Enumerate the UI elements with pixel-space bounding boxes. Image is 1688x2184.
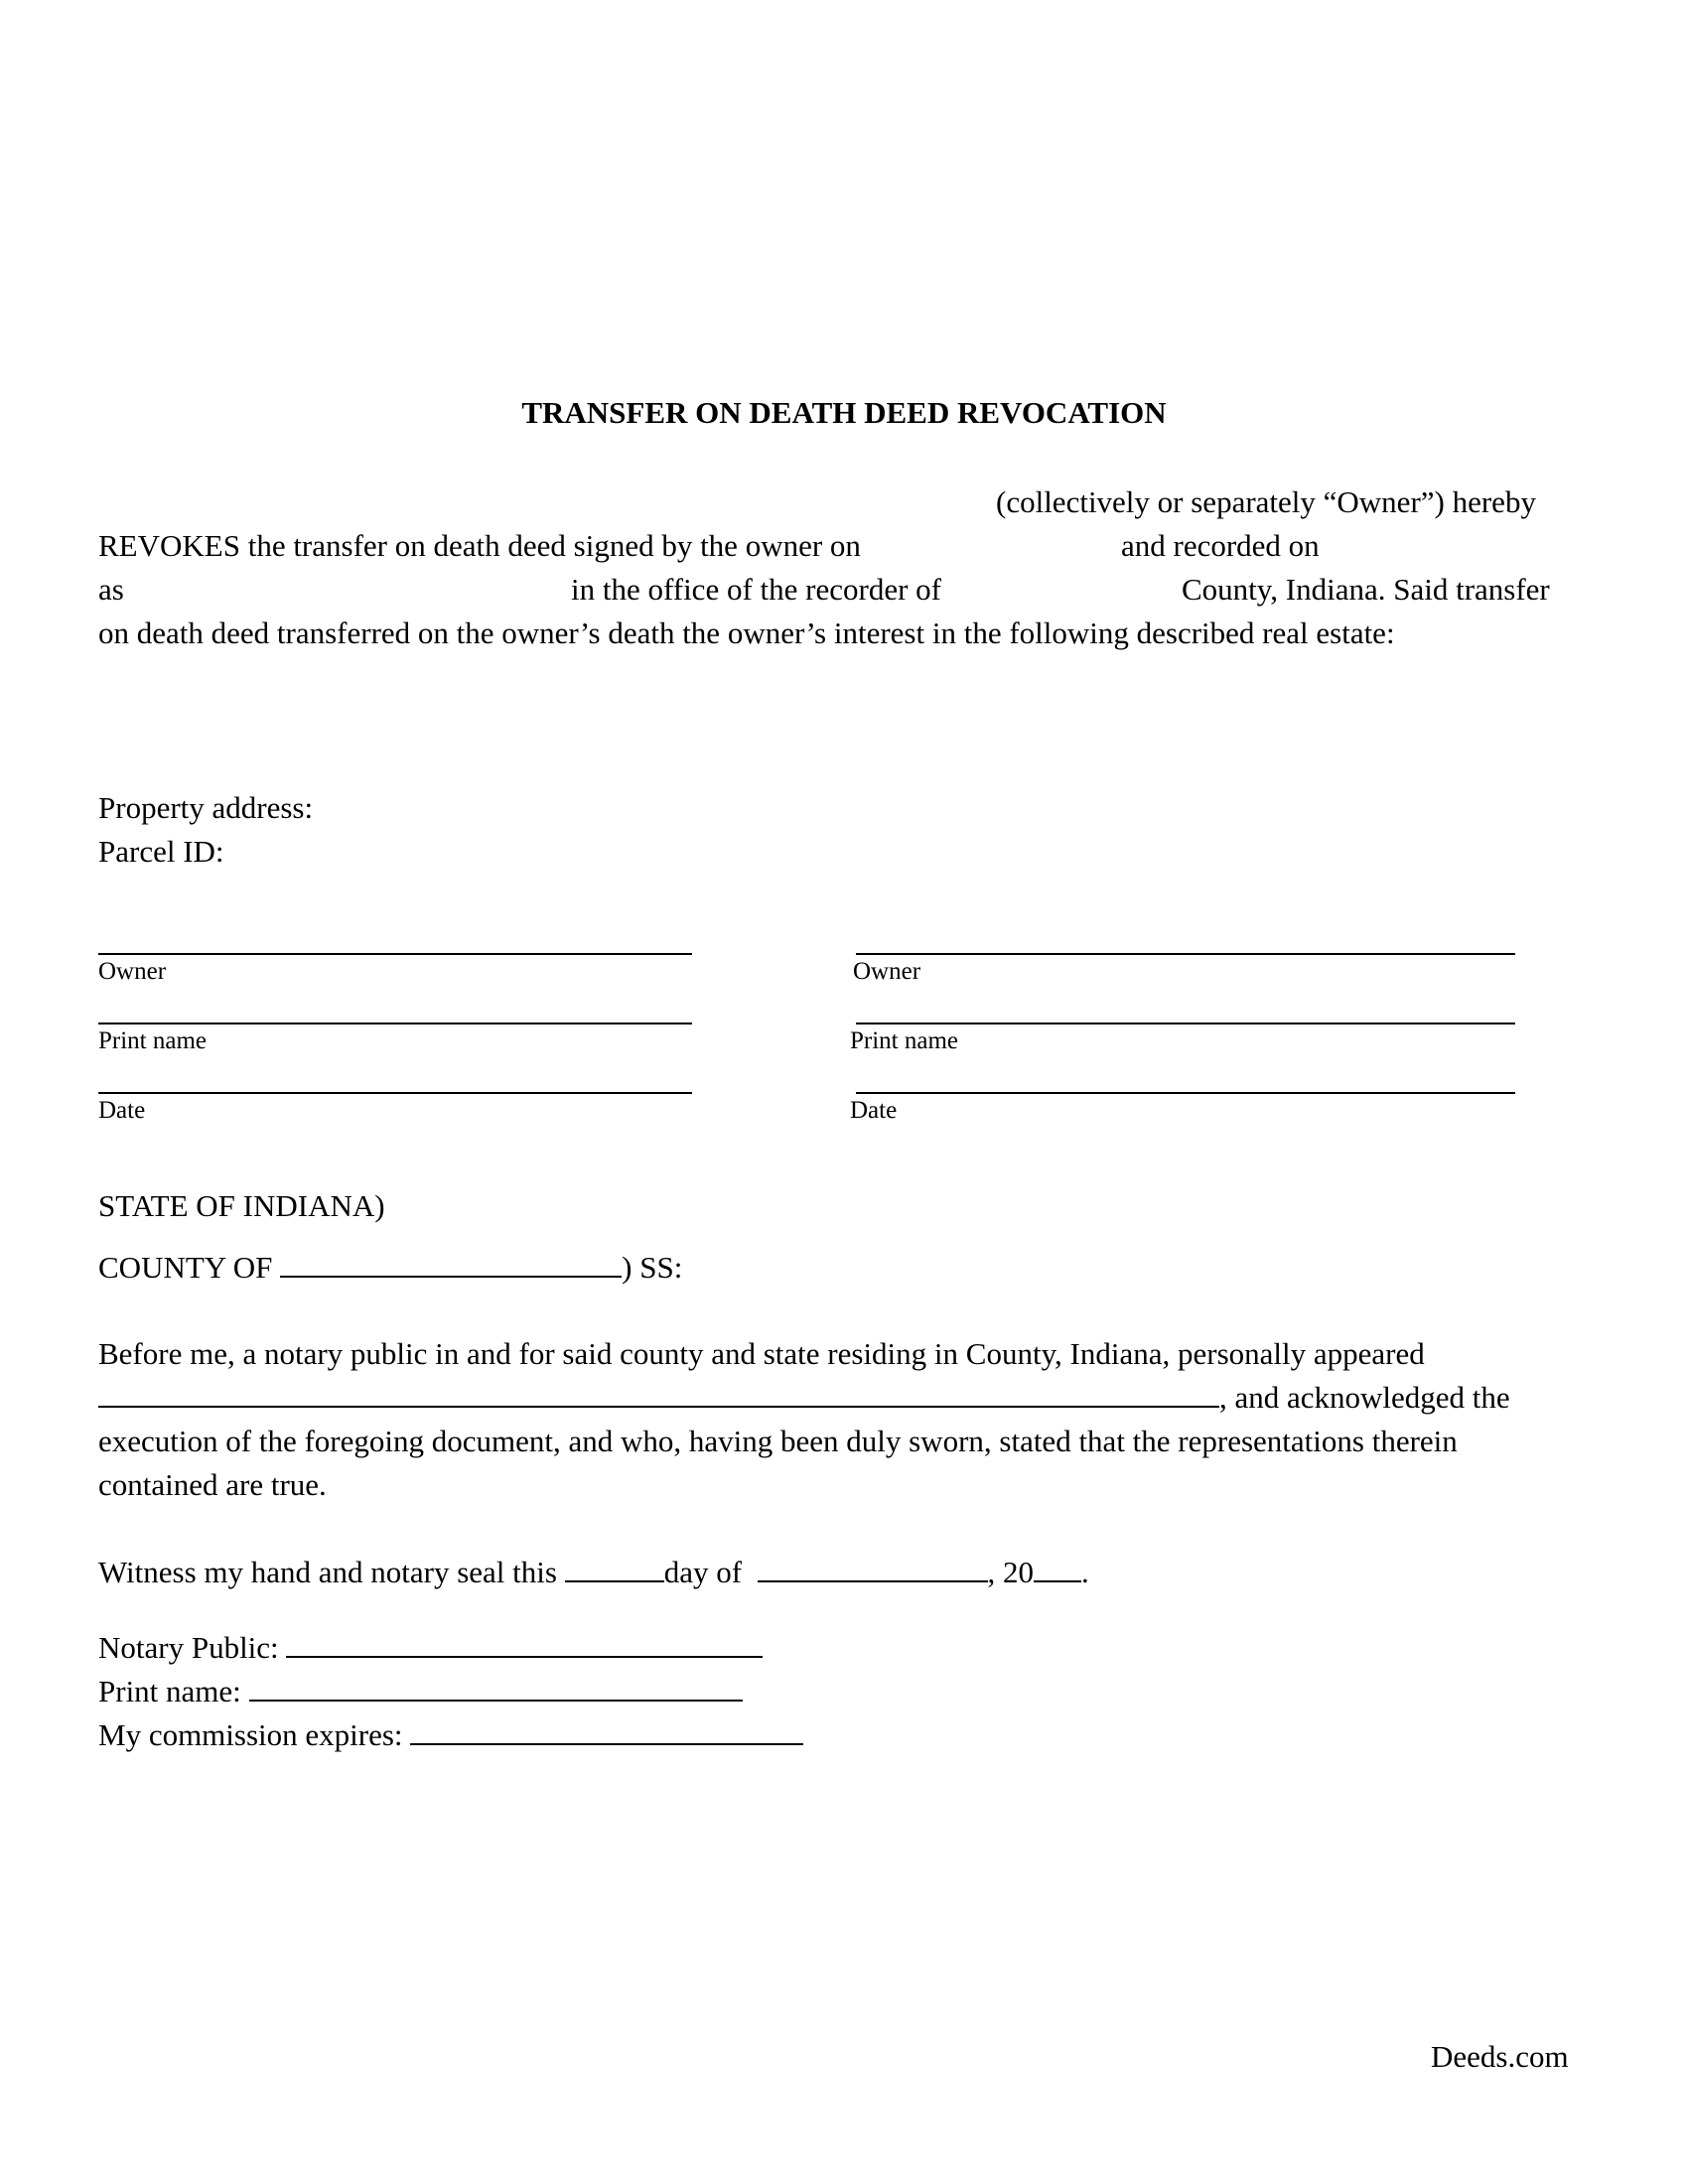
appeared-name-blank[interactable] (98, 1380, 1219, 1408)
left-owner-label: Owner (98, 958, 167, 985)
right-print-name-label: Print name (850, 1027, 959, 1054)
notary-public-blank[interactable] (286, 1630, 763, 1658)
right-owner-label: Owner (853, 958, 921, 985)
year-prefix: , 20 (987, 1555, 1035, 1589)
parcel-id-label: Parcel ID: (98, 834, 224, 869)
right-print-name-line[interactable] (856, 1023, 1515, 1024)
ack-line4: contained are true. (98, 1467, 327, 1502)
ack-line2-suffix: , and acknowledged the (1219, 1380, 1510, 1415)
ack-line2 (98, 1380, 1510, 1416)
county-blank[interactable] (280, 1250, 622, 1278)
ack-line3: execution of the foregoing document, and who, having been duly sworn, stated that the representations therein (98, 1424, 1458, 1458)
notary-public-line (98, 1630, 763, 1666)
month-blank[interactable] (758, 1555, 988, 1582)
witness-prefix: Witness my hand and notary seal this (98, 1555, 557, 1589)
right-owner-signature-line[interactable] (856, 953, 1515, 955)
property-address-label: Property address: (98, 790, 314, 825)
notary-print-name-label: Print name: (98, 1674, 241, 1708)
recorded-as-label: as (98, 572, 124, 607)
ss-label: ) SS: (622, 1250, 683, 1285)
recorder-office-text: in the office of the recorder of (571, 572, 941, 607)
left-date-label: Date (98, 1097, 146, 1124)
right-date-label: Date (850, 1097, 898, 1124)
county-of-label: COUNTY OF (98, 1250, 273, 1285)
right-date-line[interactable] (856, 1092, 1515, 1094)
state-of-indiana: STATE OF INDIANA) (98, 1188, 385, 1223)
notary-public-label: Notary Public: (98, 1630, 279, 1665)
year-blank[interactable] (1034, 1555, 1081, 1582)
day-blank[interactable] (565, 1555, 664, 1582)
witness-period: . (1081, 1555, 1089, 1589)
footer-brand: Deeds.com (1431, 2039, 1569, 2074)
revokes-clause-part1: REVOKES the transfer on death deed signed by the owner on (98, 528, 861, 563)
left-date-line[interactable] (98, 1092, 692, 1094)
notary-print-name-line (98, 1674, 743, 1709)
real-estate-clause: on death deed transferred on the owner’s death the owner’s interest in the following described real estate: (98, 615, 1395, 650)
document-title: TRANSFER ON DEATH DEED REVOCATION (521, 395, 1167, 430)
ack-line1: Before me, a notary public in and for said county and state residing in County, Indiana, personally appeared (98, 1336, 1425, 1371)
left-print-name-line[interactable] (98, 1023, 692, 1024)
left-owner-signature-line[interactable] (98, 953, 692, 955)
commission-expires-line (98, 1717, 803, 1753)
county-indiana-text: County, Indiana. Said transfer (1182, 572, 1550, 607)
left-print-name-label: Print name (98, 1027, 208, 1054)
county-of-line (98, 1250, 682, 1286)
revokes-clause-part2: and recorded on (1121, 528, 1320, 563)
witness-line (98, 1555, 1089, 1590)
day-of-label: day of (663, 1555, 743, 1589)
commission-expires-label: My commission expires: (98, 1717, 403, 1752)
owner-clause-line1: (collectively or separately “Owner”) hereby (996, 484, 1536, 519)
commission-expires-blank[interactable] (410, 1717, 803, 1745)
notary-print-name-blank[interactable] (249, 1674, 743, 1702)
